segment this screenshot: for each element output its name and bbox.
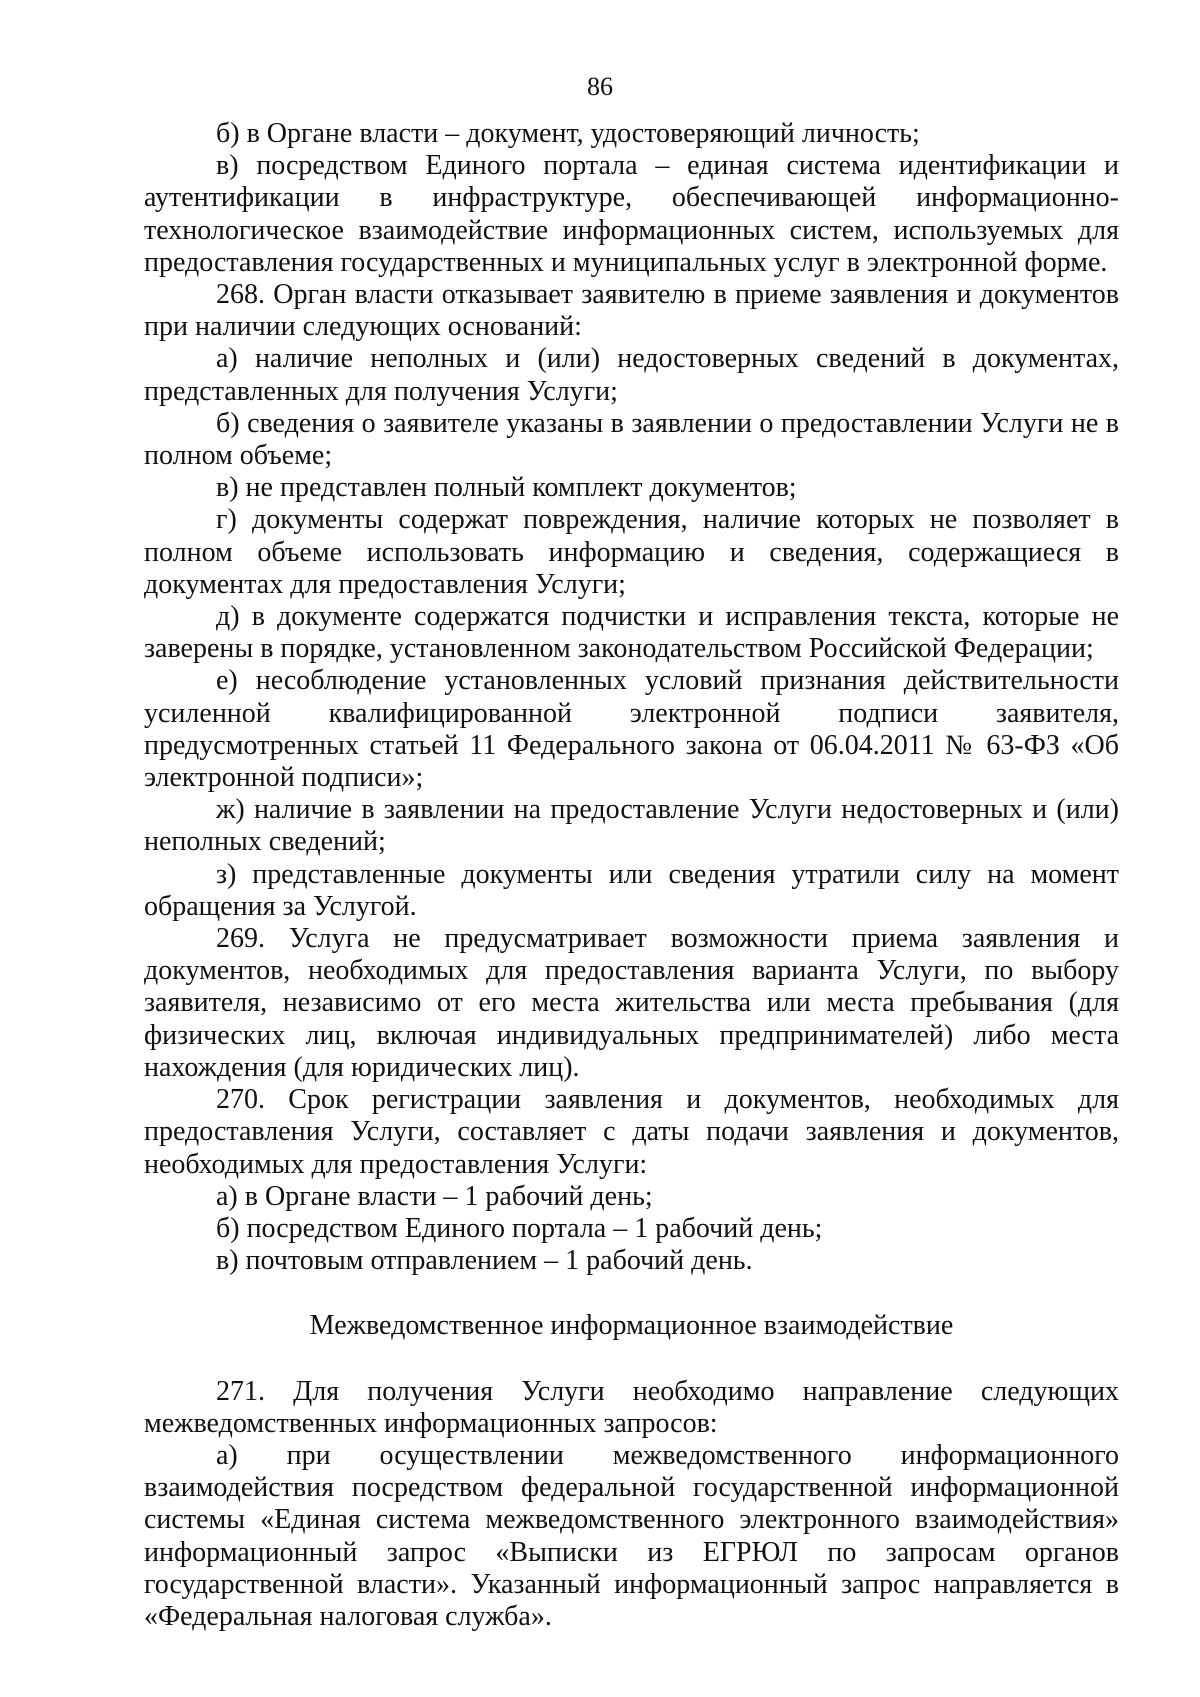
paragraph: б) посредством Единого портала – 1 рабочий день; — [216, 1212, 823, 1244]
paragraph: а) в Органе власти – 1 рабочий день; — [216, 1180, 653, 1212]
paragraph: в) посредством Единого портала – единая система идентификации и аутентификации в инфраструктуре, обеспечивающей информационно-технологическое взаимодействие информационных систем, используемых для предоставления государственных и муниципальных услуг в электронной форме. — [144, 150, 1119, 278]
page-number: 86 — [587, 72, 613, 101]
paragraph: 270. Срок регистрации заявления и документов, необходимых для предоставления Услуги, составляет с даты подачи заявления и документов, необходимых для предоставления Услуги: — [144, 1084, 1119, 1180]
paragraph: з) представленные документы или сведения утратили силу на момент обращения за Услугой. — [144, 858, 1119, 922]
paragraph: г) документы содержат повреждения, наличие которых не позволяет в полном объеме использовать информацию и сведения, содержащиеся в документах для предоставления Услуги; — [144, 504, 1119, 600]
document-body — [144, 118, 1119, 1633]
paragraph: 271. Для получения Услуги необходимо направление следующих межведомственных информационных запросов: — [144, 1375, 1119, 1439]
paragraph: а) при осуществлении межведомственного информационного взаимодействия посредством федеральной государственной информационной системы «Единая система межведомственного электронного взаимодействия» информационный запрос «Выписки из ЕГРЮЛ по запросам органов государственной власти». Указанный информационный запрос направляется в «Федеральная налоговая служба». — [144, 1439, 1119, 1632]
paragraph: б) в Органе власти – документ, удостоверяющий личность; — [216, 118, 920, 149]
paragraph: а) наличие неполных и (или) недостоверных сведений в документах, представленных для получения Услуги; — [144, 343, 1119, 407]
section-heading: Межведомственное информационное взаимодействие — [309, 1310, 954, 1342]
paragraph: д) в документе содержатся подчистки и исправления текста, которые не заверены в порядке, установленном законодательством Российской Федерации; — [144, 601, 1119, 665]
paragraph: 269. Услуга не предусматривает возможности приема заявления и документов, необходимых для предоставления варианта Услуги, по выбору заявителя, независимо от его места жительства или места пребывания (для физических лиц, включая индивидуальных предпринимателей) либо места нахождения (для юридических лиц). — [144, 923, 1119, 1083]
paragraph: 268. Орган власти отказывает заявителю в приеме заявления и документов при наличии следующих оснований: — [144, 279, 1119, 343]
paragraph: ж) наличие в заявлении на предоставление Услуги недостоверных и (или) неполных сведений; — [144, 794, 1119, 858]
paragraph: е) несоблюдение установленных условий признания действительности усиленной квалифицированной электронной подписи заявителя, предусмотренных статьей 11 Федерального закона от 06.04.2011 № 63-ФЗ «Об электронной подписи»; — [144, 665, 1119, 794]
paragraph: в) почтовым отправлением – 1 рабочий день. — [216, 1245, 753, 1277]
paragraph: в) не представлен полный комплект документов; — [216, 472, 797, 504]
paragraph: б) сведения о заявителе указаны в заявлении о предоставлении Услуги не в полном объеме; — [144, 407, 1119, 472]
